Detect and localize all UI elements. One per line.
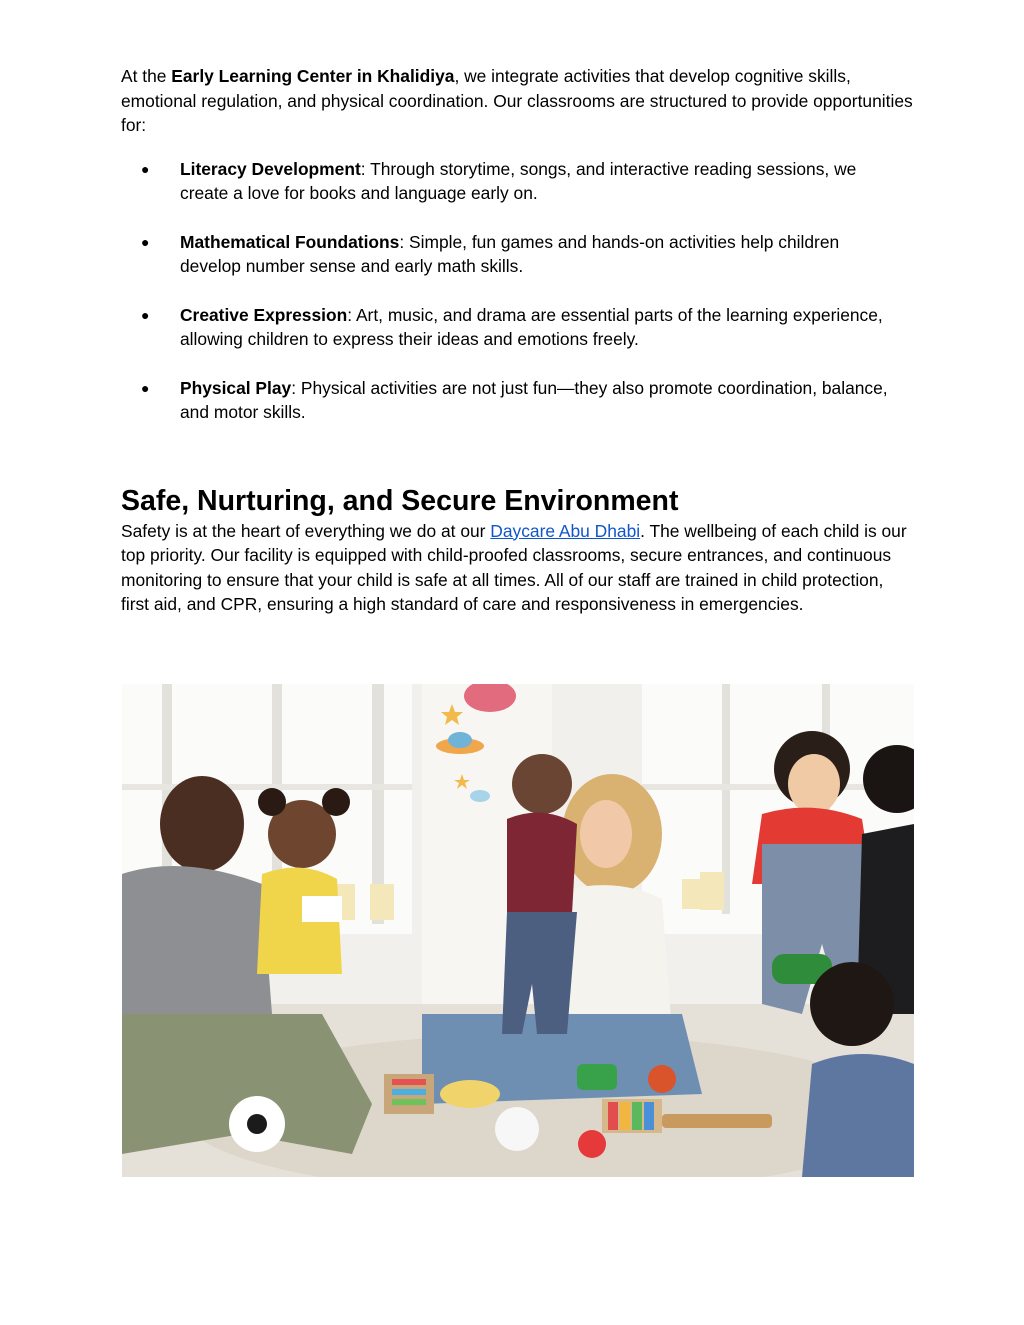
list-item bbox=[121, 230, 914, 279]
list-item bbox=[121, 157, 914, 206]
safety-paragraph bbox=[121, 519, 914, 617]
bullet-icon: ● bbox=[141, 306, 150, 323]
intro-bold-center-name: Early Learning Center in Khalidiya bbox=[171, 66, 455, 86]
list-item-text: : Simple, fun games and hands-on activities help children develop number sense and early math skills. bbox=[180, 231, 840, 276]
bullet-icon: ● bbox=[141, 160, 150, 177]
intro-suffix: , we integrate activities that develop cognitive skills, emotional regulation, and physical coordination. Our classrooms are structured to provide opportunities for: bbox=[121, 66, 913, 135]
section-heading: Safe, Nurturing, and Secure Environment bbox=[121, 484, 679, 517]
list-item bbox=[121, 376, 914, 425]
classroom-photo bbox=[122, 684, 914, 1177]
list-item-text: : Through storytime, songs, and interactive reading sessions, we create a love for books and language early on. bbox=[180, 158, 857, 203]
list-item-title: Creative Expression bbox=[180, 304, 348, 325]
list-item-text: : Physical activities are not just fun—they also promote coordination, balance, and motor skills. bbox=[180, 377, 888, 422]
list-item-title: Mathematical Foundations bbox=[180, 231, 400, 252]
daycare-abu-dhabi-link[interactable]: Daycare Abu Dhabi bbox=[490, 520, 641, 541]
list-item bbox=[121, 303, 914, 352]
bullet-icon: ● bbox=[141, 379, 150, 396]
safety-suffix: . The wellbeing of each child is our top priority. Our facility is equipped with child-proofed classrooms, secure entrances, and continuous monitoring to ensure that your child is safe at all times. All of our staff are trained in child protection, first aid, and CPR, ensuring a high standard of care and responsiveness in emergencies. bbox=[121, 520, 907, 614]
intro-paragraph bbox=[121, 64, 914, 138]
intro-prefix: At the bbox=[121, 66, 172, 86]
list-item-title: Physical Play bbox=[180, 377, 292, 398]
list-item-title: Literacy Development bbox=[180, 158, 361, 179]
bullet-icon: ● bbox=[141, 233, 150, 250]
classroom-photo-illustration bbox=[122, 684, 914, 1177]
list-item-text: : Art, music, and drama are essential parts of the learning experience, allowing children to express their ideas and emotions freely. bbox=[180, 304, 883, 349]
document-page bbox=[121, 64, 914, 617]
safety-prefix: Safety is at the heart of everything we do at our bbox=[121, 520, 491, 541]
opportunities-list bbox=[121, 157, 914, 425]
